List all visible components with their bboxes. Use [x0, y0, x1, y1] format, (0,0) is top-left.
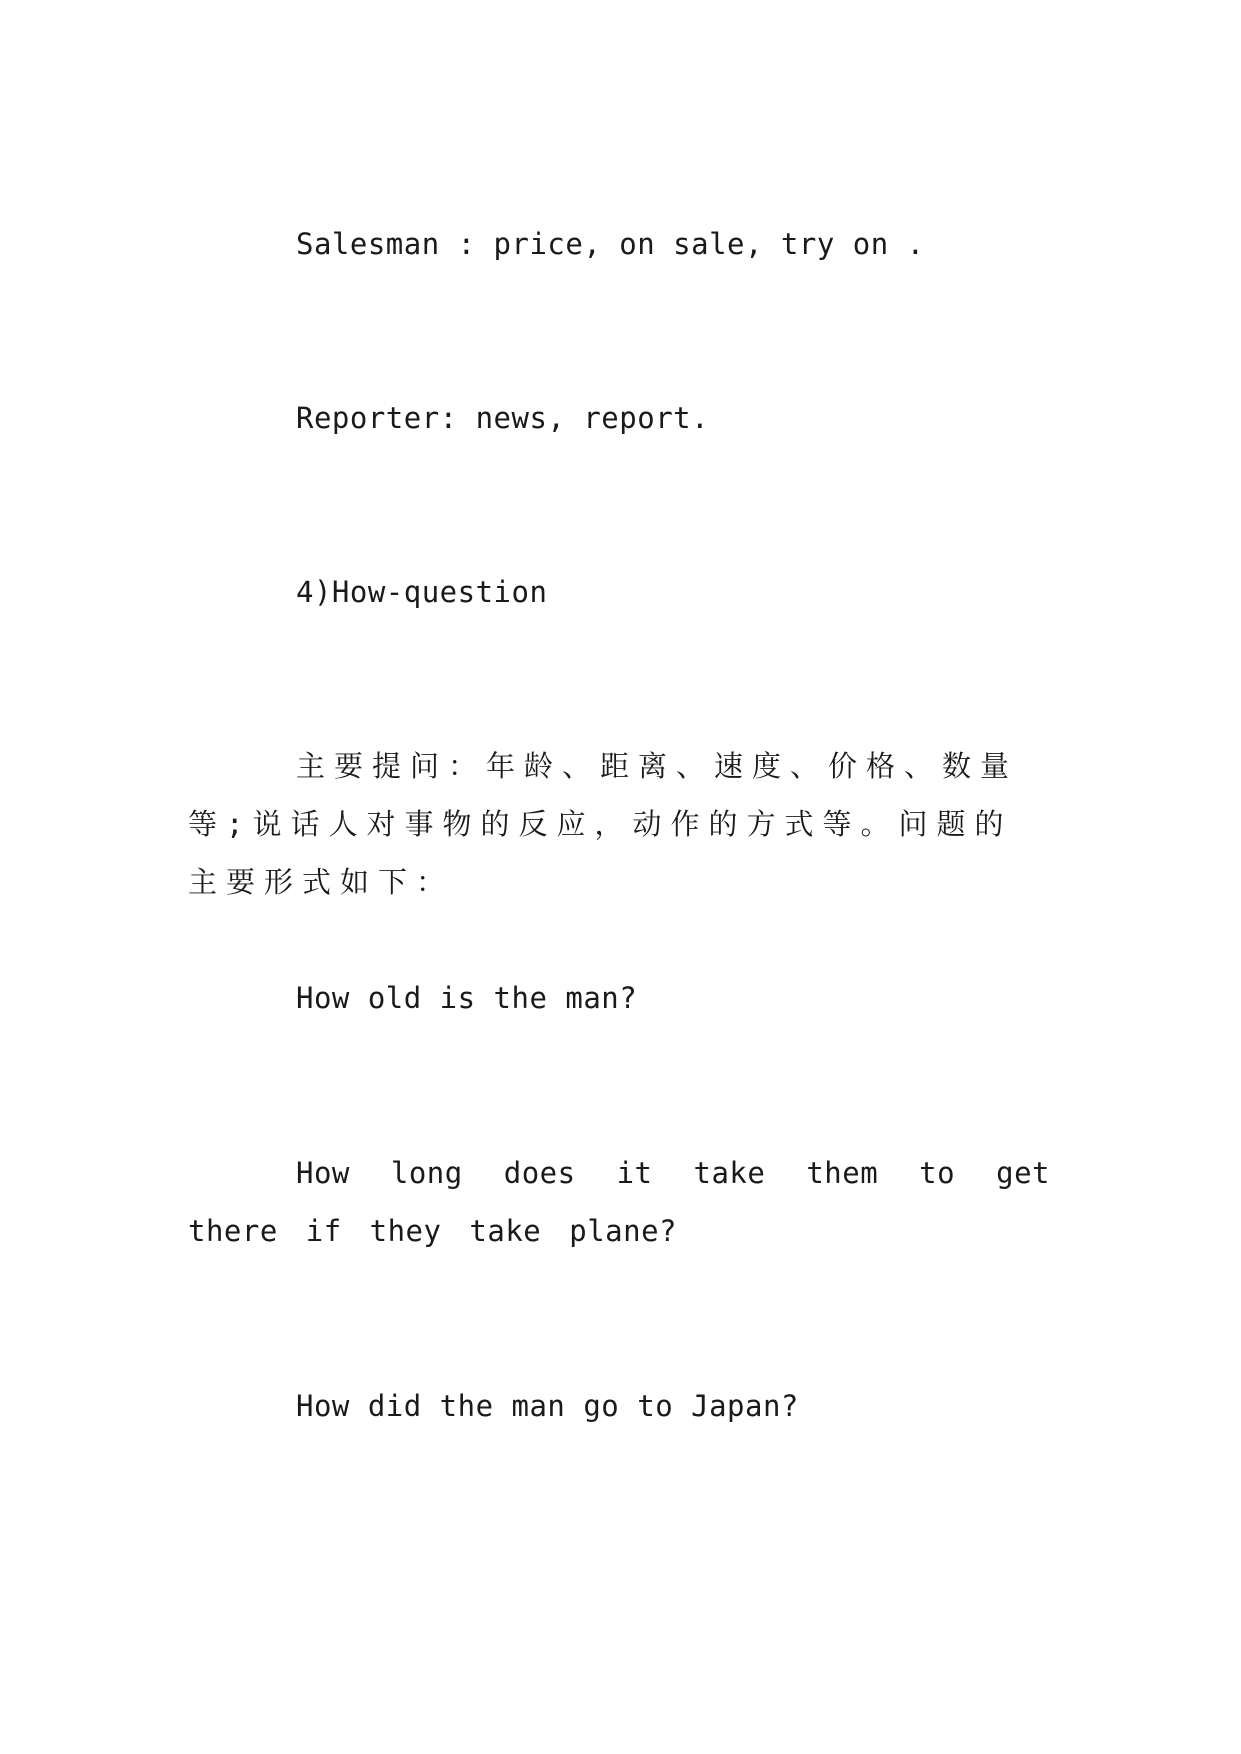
reporter-keywords-line: Reporter: news, report.: [296, 401, 710, 435]
example-question-how-long: How long does it take them to get there if they take plane?: [188, 1156, 1050, 1248]
how-question-heading: 4)How-question: [296, 575, 548, 609]
example-question-how-did: How did the man go to Japan?: [296, 1389, 799, 1423]
example-question-how-old: How old is the man?: [296, 981, 638, 1015]
salesman-keywords-line: Salesman : price, on sale, try on .: [296, 227, 925, 261]
main-question-paragraph: 主要提问：年龄、距离、速度、价格、数量等;说话人对事物的反应，动作的方式等。问题的主要形式如下：: [188, 749, 1019, 899]
